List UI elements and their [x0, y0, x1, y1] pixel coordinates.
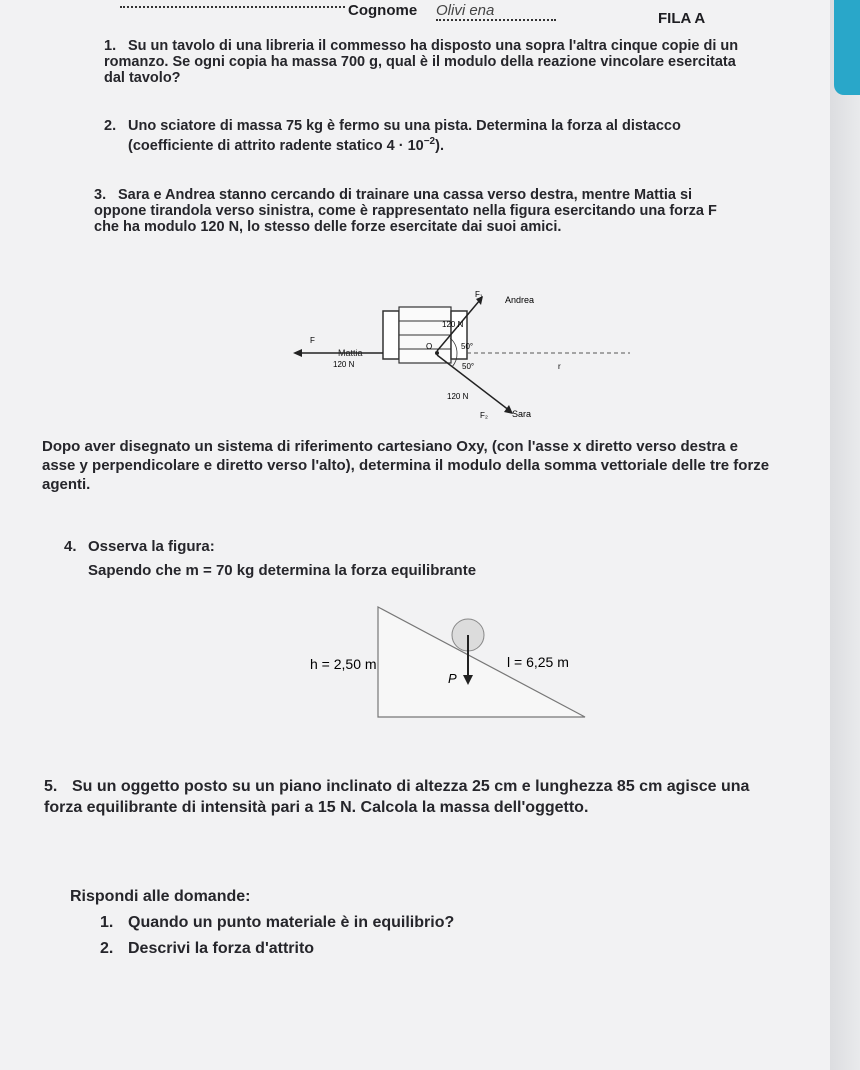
question-4-title: Osserva la figura:	[88, 538, 215, 555]
answers-title: Rispondi alle domande:	[70, 888, 251, 905]
question-2-number: 2.	[104, 118, 117, 134]
answers-section	[70, 884, 670, 962]
blue-tab	[834, 0, 860, 95]
andrea-force-value: 120 N	[442, 320, 464, 329]
sara-label: Sara	[512, 409, 532, 419]
origin-point	[435, 351, 439, 355]
cognome-label: Cognome	[348, 2, 418, 19]
forces-diagram	[310, 285, 630, 425]
mattia-force-value: 120 N	[333, 360, 355, 369]
f1-label: F₁	[475, 290, 483, 299]
answer-item-2-number: 2.	[100, 940, 114, 957]
name-dotted-line	[120, 6, 345, 8]
question-5-text: Su un oggetto posto su un piano inclinato di altezza 25 cm e lunghezza 85 cm agisce una forza equilibrante di intensità pari a 15 N. Calcola la massa dell'oggetto.	[44, 778, 750, 816]
question-4-text: Sapendo che m = 70 kg determina la forza equilibrante	[88, 562, 477, 579]
length-label: l = 6,25 m	[507, 654, 569, 670]
question-2-text-c: ).	[435, 137, 444, 154]
cognome-value: Olivi ena	[436, 2, 556, 21]
andrea-label: Andrea	[505, 295, 535, 305]
inclined-plane-diagram	[300, 605, 600, 725]
question-3-followup	[42, 437, 772, 494]
question-2-exponent: −2	[423, 136, 436, 147]
angle-top-label: 50°	[461, 342, 474, 351]
question-3	[94, 187, 744, 235]
question-4	[64, 535, 684, 583]
question-2-text-a: Uno sciatore di massa 75 kg è fermo su una pista. Determina la forza al distacco	[128, 118, 681, 134]
answer-item-1-number: 1.	[100, 914, 114, 931]
angle-bottom-label: 50°	[462, 362, 475, 371]
sara-force-value: 120 N	[447, 392, 469, 401]
answer-item-1-text: Quando un punto materiale è in equilibrio?	[128, 914, 455, 931]
question-1	[104, 38, 744, 86]
question-4-number: 4.	[64, 538, 77, 555]
question-2	[104, 118, 744, 154]
axis-label: r	[558, 362, 561, 371]
weight-label: P	[448, 671, 457, 686]
question-1-text: Su un tavolo di una libreria il commesso ha disposto una sopra l'altra cinque copie di un romanzo. Se ogni copia ha massa 700 g, qual è il modulo della reazione vincolare esercitata dal tavolo?	[104, 38, 739, 86]
question-5	[44, 776, 784, 818]
answer-item-2-text: Descrivi la forza d'attrito	[128, 940, 315, 957]
header	[120, 2, 720, 24]
height-label: h = 2,50 m	[310, 656, 377, 672]
origin-label: O	[426, 342, 433, 351]
fila-label: FILA A	[658, 10, 706, 27]
answer-item-2	[70, 936, 670, 962]
question-3-text: Sara e Andrea stanno cercando di trainare una cassa verso destra, mentre Mattia si oppone tirandola verso sinistra, come è rappresentato nella figura esercitando una forza F che ha modulo 120 N, lo stesso delle forze esercitate dai suoi amici.	[94, 187, 717, 235]
question-5-number: 5.	[44, 778, 58, 795]
answer-item-1	[70, 910, 670, 936]
f2-label: F₂	[480, 411, 488, 420]
mattia-label: Mattia	[338, 348, 363, 358]
question-3-number: 3.	[94, 187, 107, 203]
crate	[383, 307, 467, 363]
question-1-number: 1.	[104, 38, 117, 54]
question-2-text-b: (coefficiente di attrito radente statico 4 · 10	[128, 137, 424, 154]
question-3-followup-text: Dopo aver disegnato un sistema di riferimento cartesiano Oxy, (con l'asse x diretto verso destra e asse y perpendicolare e diretto verso l'alto), determina il modulo della somma vettoriale delle tre forze agenti.	[42, 438, 770, 493]
f-label: F	[310, 336, 315, 345]
page-edge	[830, 0, 860, 1070]
